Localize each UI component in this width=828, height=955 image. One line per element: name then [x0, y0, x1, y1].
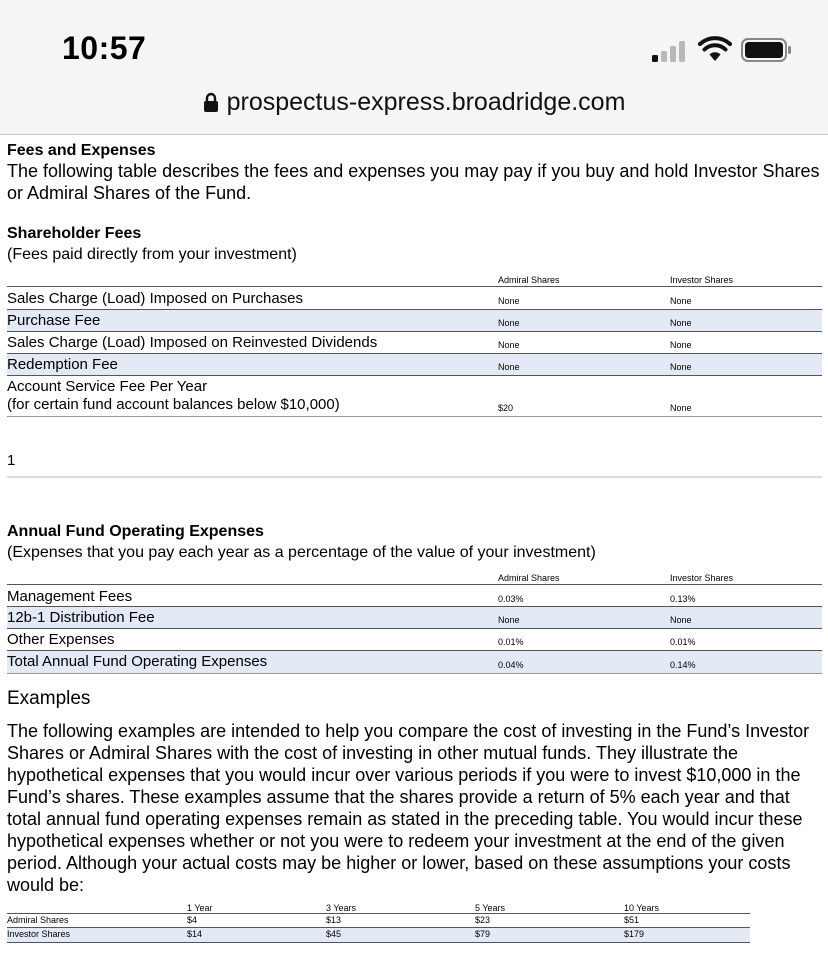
table-row: Admiral Shares $4 $13 $23 $51 — [7, 915, 640, 925]
intro-text: The following table describes the fees and expenses you may pay if you buy and hold Investor Shares or Admiral Shares of the Fund. — [7, 161, 820, 203]
table-row: 12b-1 Distribution Fee None None — [7, 607, 822, 628]
table-row: Management Fees 0.03% 0.13% — [7, 588, 696, 605]
table-row: Account Service Fee Per Year (for certain fund account balances below $10,000) $20 None — [7, 378, 692, 413]
lock-icon — [203, 90, 219, 110]
address-bar[interactable] — [0, 88, 828, 120]
shareholder-fees-table — [7, 274, 822, 419]
operating-expenses-subheading: (Expenses that you pay each year as a percentage of the value of your investment) — [7, 544, 596, 561]
shareholder-fees-subheading: (Fees paid directly from your investment) — [7, 246, 297, 263]
browser-chrome — [0, 0, 828, 135]
shareholder-fees-heading: Shareholder Fees — [7, 225, 142, 242]
wifi-icon — [698, 36, 732, 62]
col-header-investor: Investor Shares — [670, 573, 734, 583]
section-heading: Fees and Expenses — [7, 142, 156, 159]
col-header-admiral: Admiral Shares — [498, 275, 560, 285]
examples-title: Examples — [7, 688, 91, 709]
table-row: Sales Charge (Load) Imposed on Purchases None None — [7, 290, 692, 307]
page-number: 1 — [7, 452, 16, 469]
table-row: Other Expenses 0.01% 0.01% — [7, 631, 696, 648]
operating-expenses-heading-block — [7, 523, 596, 563]
examples-header-row: 1 Year 3 Years 5 Years 10 Years — [187, 903, 660, 913]
table-row: Investor Shares $14 $45 $79 $179 — [7, 928, 750, 942]
shareholder-fees-heading-block — [7, 225, 297, 265]
table-row: Total Annual Fund Operating Expenses 0.04% 0.14% — [7, 651, 822, 673]
status-time: 10:57 — [62, 30, 147, 66]
battery-icon — [741, 38, 791, 62]
table-row: Sales Charge (Load) Imposed on Reinvested Dividends None None — [7, 334, 692, 351]
intro-section — [7, 142, 822, 204]
examples-body: The following examples are intended to help you compare the cost of investing in the Fund’s Investor Shares or Admiral Shares with the cost of investing in other mutual funds. They illustrate the hypothetical expenses that you would incur over various periods if you were to invest $10,000 in the Fund’s shares. These examples assume that the shares provide a return of 5% each year and that total annual fund operating expenses remain as stated in the preceding table. You would incur these hypothetical expenses whether or not you were to redeem your investment at the end of the given period. Although your actual costs may be higher or lower, based on these assumptions your costs would be: — [7, 721, 810, 895]
col-header-investor: Investor Shares — [670, 275, 734, 285]
col-header-admiral: Admiral Shares — [498, 573, 560, 583]
operating-expenses-heading: Annual Fund Operating Expenses — [7, 523, 264, 540]
operating-expenses-table — [7, 572, 822, 676]
table-row: Redemption Fee None None — [7, 354, 822, 375]
table-row: Purchase Fee None None — [7, 310, 822, 331]
cellular-signal-icon — [652, 40, 690, 62]
page-divider — [7, 476, 822, 478]
url-text: prospectus-express.broadridge.com — [226, 88, 626, 116]
